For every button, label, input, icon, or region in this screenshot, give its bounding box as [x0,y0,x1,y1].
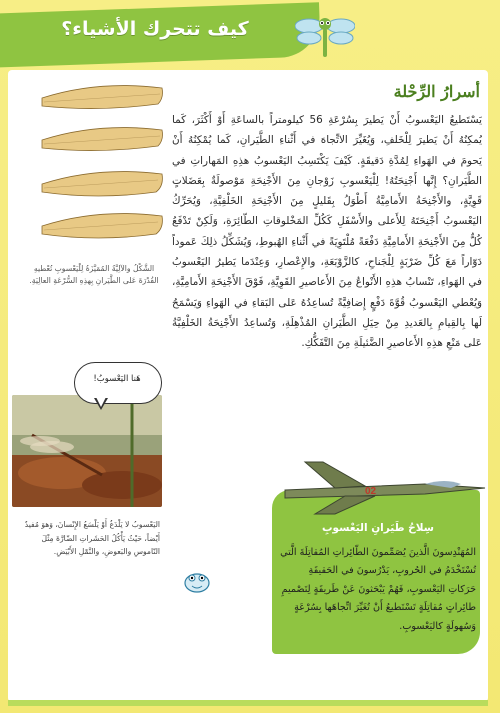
bottom-strip [8,700,488,706]
fighter-jet-title: سِلاحُ طَيَرانِ اليَعْسوبِ [321,522,435,534]
dragonfly-photo [12,395,162,507]
speech-bubble-text: هَنا اليَعْسوبُ! [93,374,141,384]
section-title: أسرارُ الرِّحْلة [393,82,480,101]
dragonfly-wings-image [38,78,166,252]
wings-caption: الشَّكْلُ والآلِيَّةُ المُمَيَّزَةُ لِلْيَعْسوبِ تُعْطيهِ القُدْرَةَ عَلى الطَّيَرانِ بِهذِهِ السُّرْعَةِ العالِيَةِ. [29,264,159,285]
jet-number: 02 [365,486,377,497]
article-body: يَسْتَطيعُ اليَعْسوبُ أَنْ يَطيرَ بِسُرْعَةِ 56 كيلومتراً بالساعَةِ أَوْ أَكْثَرَ، كَما يُمكِنُهُ أَنْ يَطيرَ لِلْخَلفِ، وَيُغَيِّرَ الاتِّجاهَ في أَثْناءِ الطَّيَرانِ، كَما يُمْكِنُهُ أَنْ يَحومَ في الهَواءِ لِمُدَّةِ دَقيقَةٍ. كَيْفَ يَكْتَسِبُ اليَعْسوبُ هذِهِ المَهاراتِ في الطَّيَرانِ؟ إِنَّها أَجْنِحَتُهُ! لِلْيَعْسوبِ زَوْجانِ مِنَ الأَجْنِحَةِ مَوْصولَةٌ بِعَضَلاتٍ قَوِيَّةٍ، والأَجْنِحَةُ الأَمامِيَّةُ أَطْوَلُ بِقَليلٍ مِنَ الأَجْنِحَةِ الخَلْفِيَّةِ، وَيُحَرِّكُ اليَعْسوبُ أَجْنِحَتَهُ لِلأَعلى والأَسْفَلِ كَكُلِّ المَخْلوقاتِ الطّائِرَةِ، وَلَكِنْ تَدْفَعُ كُلٌّ مِنَ الأَجْنِحَةِ الأَمامِيَّةِ دَفْعَةً مُلْتَوِيَةً في أَثْناءِ الهُبوطِ، وَيُشَكِّلُ ذلِكَ عَموداً دَوّاراً مَعَ كُلِّ ضَرْبَةٍ لِلْجَناحِ، كالزَّوْبَعَةِ، والإِعْصارِ، وَعِنْدَما يَطيرُ اليَعْسوبُ في الهَواءِ، تَنْسابُ هذِهِ الأَنْواعُ مِنَ الأَعاصيرِ القَوِيَّةِ، فَوْقَ الأَجْنِحَةِ الأَمامِيَّةِ، وَيُعْطي اليَعْسوبُ قُوَّةَ دَفْعٍ إِضافِيَّةً تُساعِدُهُ عَلى البَقاءِ في الهَواءِ وَيَسْمَحُ لَها بِالقِيامِ بِالعَديدِ مِنْ حِيَلِ الطَّيَرانِ المُذْهِلَةِ، وَتُساعِدُ الأَجْنِحَةُ الخَلْفِيَّةُ عَلى مَنْعِ هذِهِ الأَعاصيرِ الضَّئيلَةِ مِنَ التَّفَكُّكِ. [172,114,482,350]
speech-bubble-tail-inner [96,397,106,407]
photo-caption: اليَعْسوبُ لا يَلْدَغُ أَوْ يَلْسَعُ الإِنْسانَ، وَهوَ مُفيدٌ أَيْضاً، حَيْثُ يَأْكُلُ الحَشَراتِ الضّارَّةَ مِثْلَ النّاموسِ والبَعوضِ، والنَّمْلِ الأَبْيَضِ. [24,520,160,556]
mascot-icon [180,565,214,595]
dragonfly-mascot-icon [295,14,355,60]
fighter-jet-text: المُهَنْدِسونَ الَّذينَ يُصَمِّمونَ الطّائِراتِ المُقاتِلَةَ الَّتي تُسْتَخْدَمُ في الحُروبِ، يَدْرُسونَ في الحَقيقَةِ حَرَكاتِ اليَعْسوبِ، فَهُمْ يَبْحَثونَ عَنْ طَريقَةٍ لِتَصْميمِ طائِراتٍ مُقاتِلَةٍ تَسْتَطيعُ أَنْ تُغَيِّرَ اتِّجاهَها بِسُرْعَةٍ وَسُهولَةٍ كاليَعْسوبِ. [280,547,476,632]
fighter-jet-image [275,458,493,518]
page-title: كيف تتحرك الأشياء؟ [61,18,249,40]
